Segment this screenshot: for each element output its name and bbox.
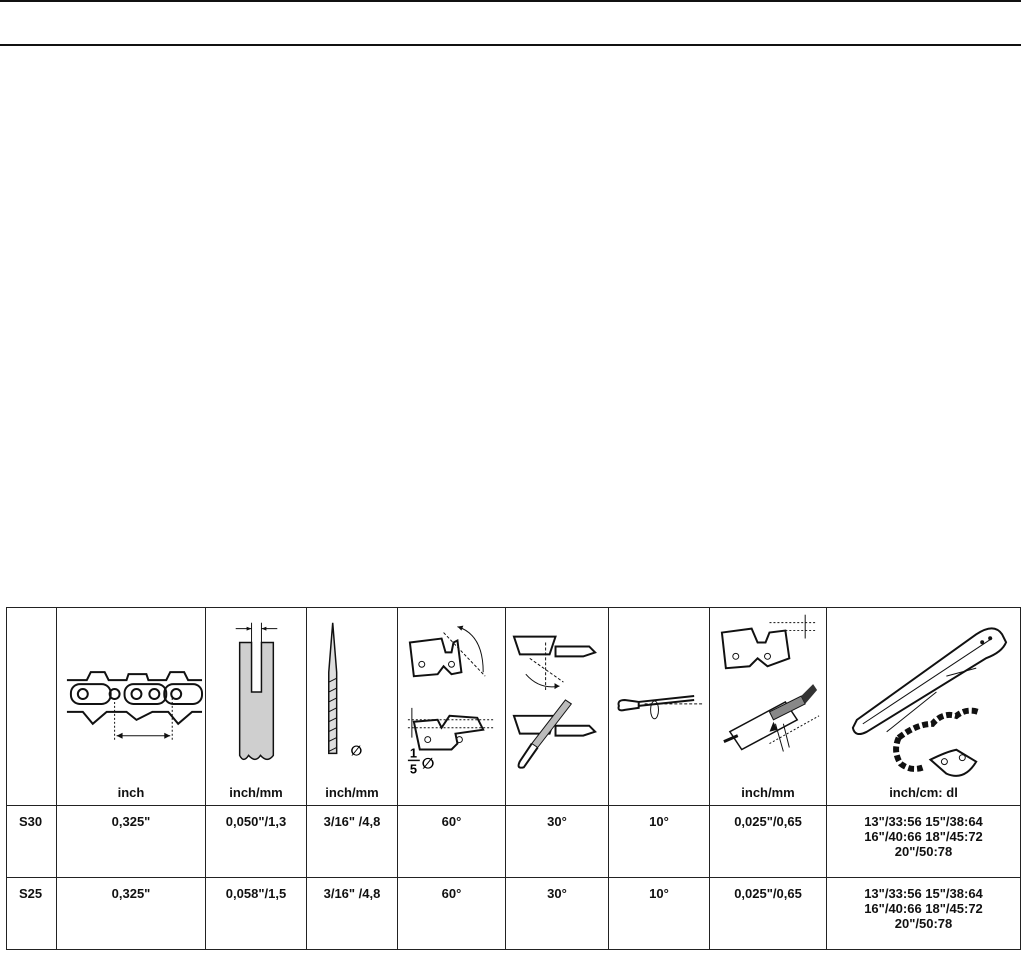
depth-gauge-setting-icon [710,612,826,780]
bar-length-line: 20"/50:78 [894,916,953,931]
header-cell-gauge [206,608,307,806]
pitch-cell: 0,325" [57,806,206,878]
model-cell: S30 [7,806,57,878]
pitch-cell: 0,325" [57,878,206,950]
side-plate-angle-icon [506,612,608,780]
bar-lengths-cell [827,878,1021,950]
depth-cell: 0,025"/0,65 [710,878,827,950]
table-row [7,806,1021,878]
model-cell: S25 [7,878,57,950]
gauge-cell: 0,050"/1,3 [206,806,307,878]
drive-link-gauge-icon [206,612,306,780]
round-file-diameter-icon [307,612,397,780]
top-rule [0,0,1021,2]
file-unit-label: inch/mm [325,785,379,800]
top-angle-cell: 60° [398,806,506,878]
bar-unit-label: inch/cm: dl [889,785,958,800]
header-cell-model [7,608,57,806]
bar-length-line: 16"/40:66 18"/45:72 [864,829,983,844]
depth-unit-label: inch/mm [741,785,795,800]
file-cell: 3/16" /4,8 [307,806,398,878]
top-plate-filing-angle-icon [398,612,505,780]
header-cell-file [307,608,398,806]
tilt-angle-cell: 10° [609,806,710,878]
side-angle-cell: 30° [506,878,609,950]
header-cell-pitch [57,608,206,806]
header-cell-top-angle [398,608,506,806]
side-angle-cell: 30° [506,806,609,878]
fraction-diameter-symbol: ∅ [421,754,435,773]
gauge-unit-label: inch/mm [229,785,283,800]
bar-lengths-cell [827,806,1021,878]
header-row [7,608,1021,806]
bar-length-line: 13"/33:56 15"/38:64 [864,886,983,901]
bar-chain-combination-icon [827,612,1020,780]
table-row [7,878,1021,950]
header-cell-side-angle [506,608,609,806]
chain-spec-table [6,607,1021,950]
bar-length-line: 16"/40:66 18"/45:72 [864,901,983,916]
fraction-numerator: 1 [409,745,418,761]
pitch-unit-label: inch [117,785,145,800]
top-angle-cell: 60° [398,878,506,950]
header-rule [0,44,1021,46]
file-cell: 3/16" /4,8 [307,878,398,950]
file-diameter-symbol: ∅ [350,743,363,760]
header-cell-tilt-angle [609,608,710,806]
fraction-denominator: 5 [409,761,418,777]
bar-length-line: 13"/33:56 15"/38:64 [864,814,983,829]
depth-cell: 0,025"/0,65 [710,806,827,878]
header-cell-bar [827,608,1021,806]
header-cell-depth [710,608,827,806]
file-tilt-angle-icon [609,612,709,780]
tilt-angle-cell: 10° [609,878,710,950]
gauge-cell: 0,058"/1,5 [206,878,307,950]
bar-length-line: 20"/50:78 [894,844,953,859]
chain-pitch-icon [57,612,205,780]
